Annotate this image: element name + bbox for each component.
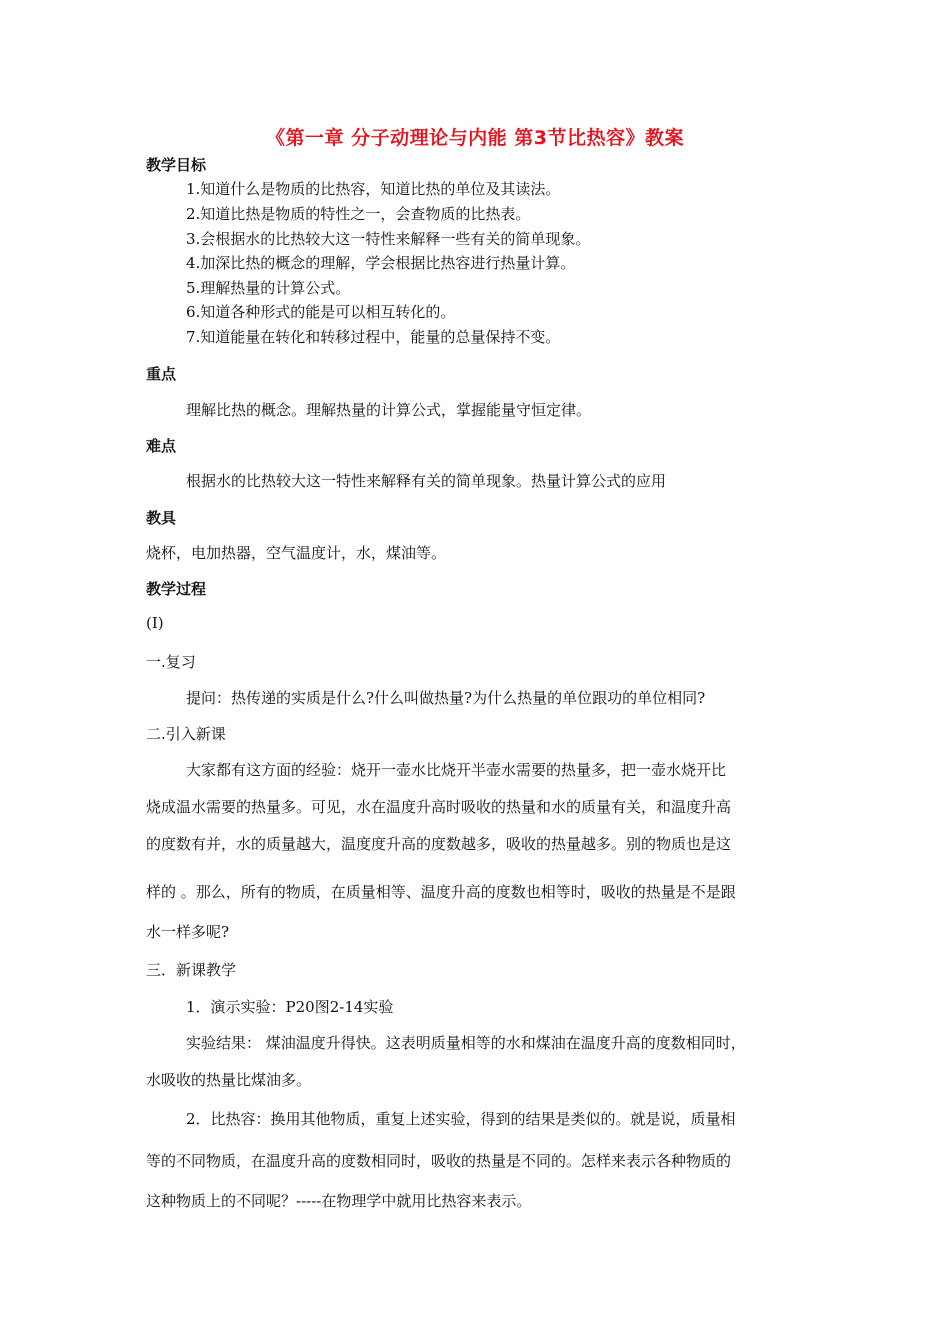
objective-item-6: 6.知道各种形式的能是可以相互转化的。	[186, 303, 456, 321]
key-points-text: 理解比热的概念。理解热量的计算公式，掌握能量守恒定律。	[186, 401, 592, 419]
objective-item-1: 1.知道什么是物质的比热容，知道比热的单位及其读法。	[186, 180, 561, 198]
intro-line-3: 的度数有并，水的质量越大，温度度升高的度数越多，吸收的热量越多。别的物质也是这	[146, 835, 732, 853]
key-points-heading: 重点	[146, 365, 177, 383]
process-part-label: (I)	[146, 614, 164, 632]
tools-heading: 教具	[146, 509, 177, 527]
specific-heat-line-3: 这种物质上的不同呢？-----在物理学中就用比热容来表示。	[146, 1192, 532, 1210]
objective-item-3: 3.会根据水的比热较大这一特性来解释一些有关的简单现象。	[186, 230, 591, 248]
new-lesson-heading: 三．新课教学	[146, 961, 237, 979]
difficulties-heading: 难点	[146, 437, 177, 455]
objective-item-4: 4.加深比热的概念的理解，学会根据比热容进行热量计算。	[186, 254, 576, 272]
specific-heat-line-1: 2．比热容：换用其他物质，重复上述实验，得到的结果是类似的。就是说，质量相	[186, 1110, 736, 1128]
process-heading: 教学过程	[146, 580, 207, 598]
objective-item-5: 5.理解热量的计算公式。	[186, 279, 351, 297]
objectives-heading: 教学目标	[146, 156, 207, 174]
intro-line-5: 水一样多呢?	[146, 923, 230, 941]
result-line-2: 水吸收的热量比煤油多。	[146, 1071, 312, 1089]
tools-text: 烧杯，电加热器，空气温度计，水，煤油等。	[146, 544, 447, 562]
objective-item-7: 7.知道能量在转化和转移过程中，能量的总量保持不变。	[186, 328, 561, 346]
intro-line-1: 大家都有这方面的经验：烧开一壶水比烧开半壶水需要的热量多，把一壶水烧开比	[186, 761, 727, 779]
result-line-1: 实验结果： 煤油温度升得快。这表明质量相等的水和煤油在温度升高的度数相同时，	[186, 1034, 746, 1052]
document-title: 《第一章 分子动理论与内能 第3节比热容》教案	[266, 127, 684, 149]
demo-experiment-label: 1．演示实验：P20图2-14实验	[186, 998, 394, 1016]
specific-heat-line-2: 等的不同物质，在温度升高的度数相同时，吸收的热量是不同的。怎样来表示各种物质的	[146, 1152, 732, 1170]
intro-heading: 二.引入新课	[146, 725, 226, 743]
difficulties-text: 根据水的比热较大这一特性来解释有关的简单现象。热量计算公式的应用	[186, 472, 667, 490]
intro-line-4: 样的 。那么，所有的物质，在质量相等、温度升高的度数也相等时，吸收的热量是不是跟	[146, 883, 736, 901]
review-text: 提问：热传递的实质是什么?什么叫做热量?为什么热量的单位跟功的单位相同?	[186, 689, 706, 707]
intro-line-2: 烧成温水需要的热量多。可见，水在温度升高时吸收的热量和水的质量有关，和温度升高	[146, 798, 732, 816]
review-heading: 一.复习	[146, 653, 196, 671]
objective-item-2: 2.知道比热是物质的特性之一，会查物质的比热表。	[186, 205, 531, 223]
